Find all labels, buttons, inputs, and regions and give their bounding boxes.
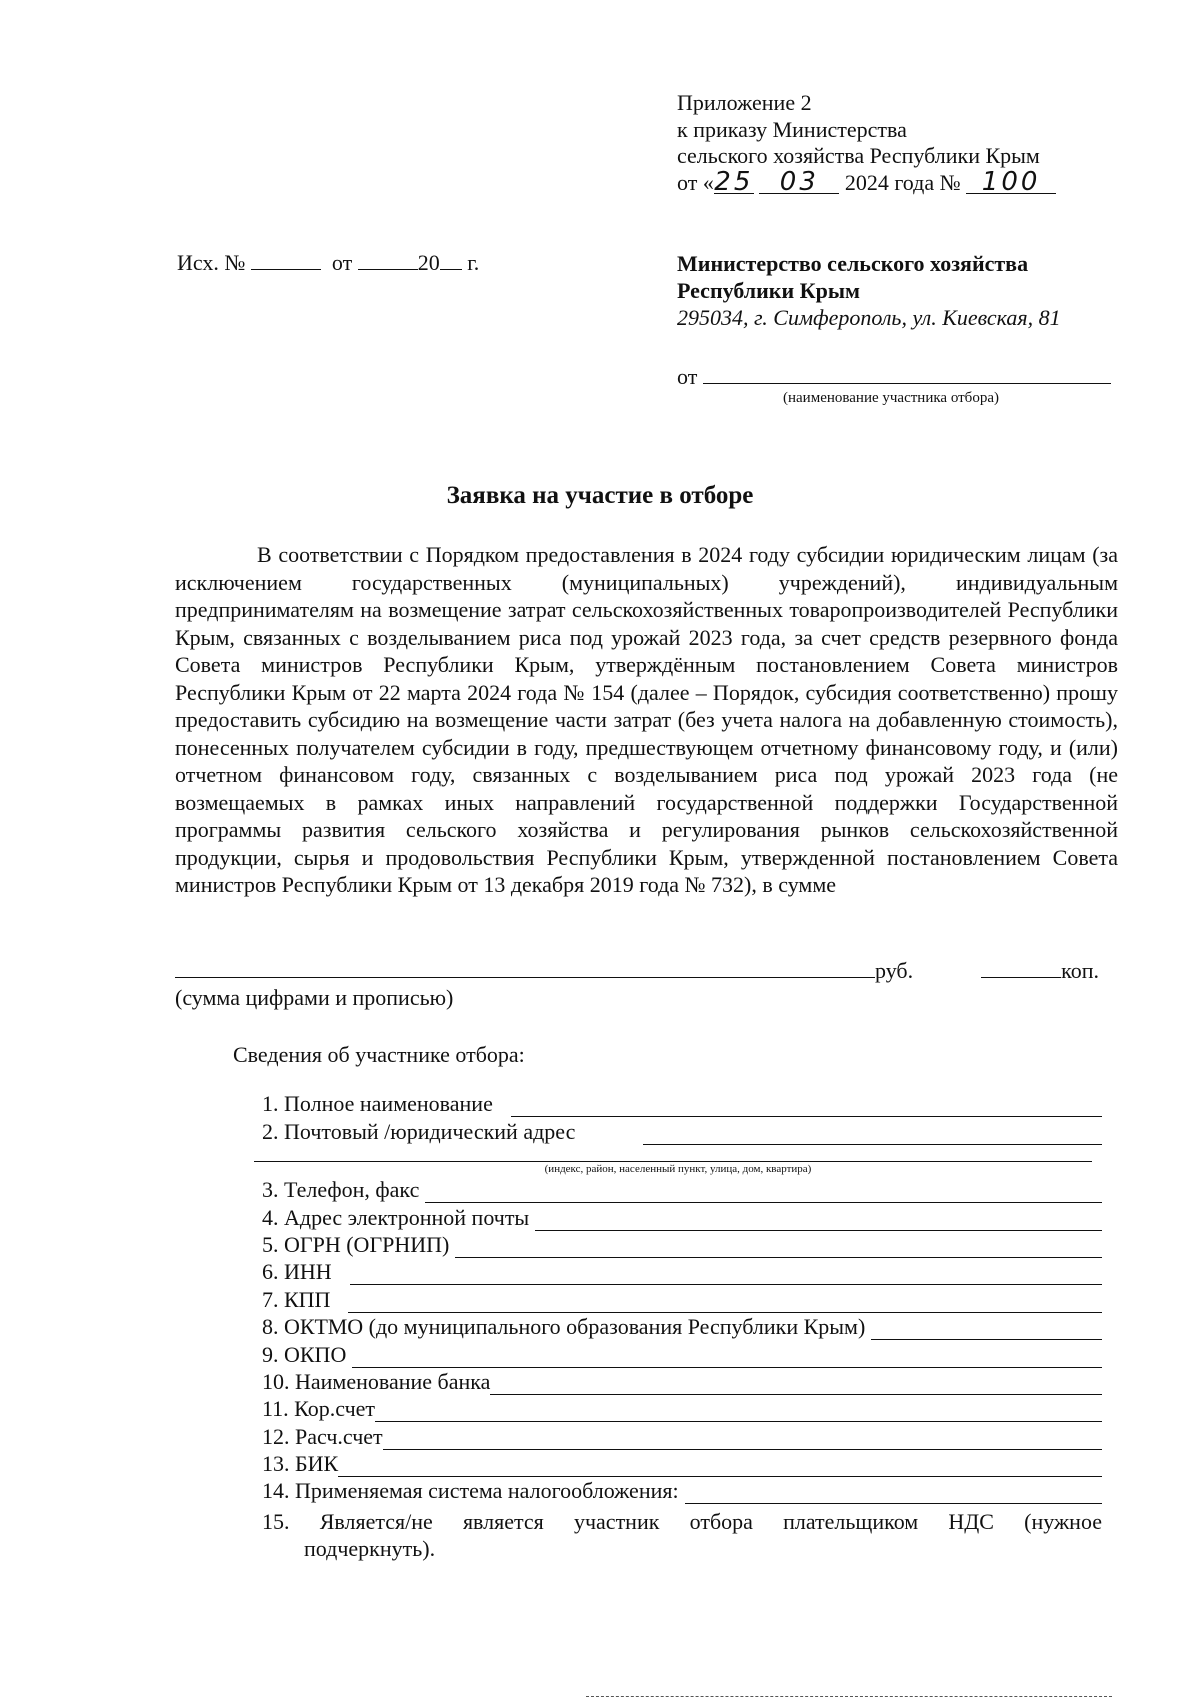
addressee-block <box>677 250 1061 331</box>
field-input-bank[interactable] <box>490 1374 1102 1395</box>
field-label-inn: 6. ИНН <box>262 1259 332 1285</box>
field-label-bank: 10. Наименование банка <box>262 1368 491 1394</box>
field-label-phone: 3. Телефон, факс <box>262 1177 420 1203</box>
from-caption: (наименование участника отбора) <box>783 390 999 406</box>
field-input-email[interactable] <box>535 1210 1102 1231</box>
field-vat-payer <box>262 1508 1102 1562</box>
outgoing-from-label: от <box>331 250 353 275</box>
field-row <box>262 1395 1102 1422</box>
field-label-full-name: 1. Полное наименование <box>262 1091 493 1117</box>
page-title: Заявка на участие в отборе <box>446 482 754 509</box>
field-input-tax-system[interactable] <box>685 1483 1102 1504</box>
field-row <box>262 1203 1102 1230</box>
field-row <box>262 1340 1102 1367</box>
addressee-line-1: Министерство сельского хозяйства <box>677 251 1029 276</box>
vat-payer-line-1: 15. Является/не является участник отбора плательщиком НДС (нужное <box>262 1509 1102 1535</box>
address-caption: (индекс, район, населенный пункт, улица, дом, квартира) <box>544 1162 812 1175</box>
outgoing-date-blank[interactable] <box>358 251 418 270</box>
page-bottom-line <box>586 1696 1112 1697</box>
field-input-kpp[interactable] <box>348 1292 1102 1313</box>
field-row <box>262 1450 1102 1477</box>
outgoing-label: Исх. № <box>177 250 246 275</box>
appendix-line-2: к приказу Министерства <box>677 116 907 142</box>
vat-payer-line-2: подчеркнуть). <box>304 1536 436 1562</box>
field-input-ogrn[interactable] <box>455 1237 1102 1258</box>
field-input-oktmo[interactable] <box>871 1319 1102 1340</box>
field-label-settlement-account: 12. Расч.счет <box>262 1423 383 1449</box>
field-label-address: 2. Почтовый /юридический адрес <box>262 1118 576 1144</box>
date-prefix: от « <box>677 169 714 195</box>
field-label-oktmo: 8. ОКТМО (до муниципального образования Республики Крым) <box>262 1314 866 1340</box>
section-title: Сведения об участнике отбора: <box>233 1042 525 1067</box>
participant-fields <box>262 1090 1102 1562</box>
sum-rub-label: руб. <box>875 958 914 983</box>
field-label-kpp: 7. КПП <box>262 1286 331 1312</box>
body-text: В соответствии с Порядком предоставления в 2024 году субсидии юридическим лицам (за исключением государственных (муниципальных) учреждений), индивидуальным предпринимателям на возмещение затрат сельскохозяйственных товаропроизводителей Республики Крым, связанных с возделыванием риса под урожай 2023 года, за счет средств резервного фонда Совета министров Республики Крым, утверждённым постановлением Совета министров Республики Крым от 22 марта 2024 года № 154 (далее – Порядок, субсидия соответственно) прошу предоставить субсидию на возмещение части затрат (без учета налога на добавленную стоимость), понесенных получателем субсидии в году, предшествующем отчетному финансовому году, и (или) отчетном финансовом году, связанных с возделыванием риса под урожай 2023 года (не возмещаемых в рамках иных направлений государственной поддержки Государственной программы развития сельского хозяйства и регулирования рынков сельскохозяйственной продукции, сырья и продовольствия Республики Крым, утвержденной постановлением Совета министров Республики Крым от 13 декабря 2019 года № 732), в сумме <box>175 542 1118 897</box>
field-input-settlement-account[interactable] <box>383 1429 1102 1450</box>
appendix-line-1: Приложение 2 <box>677 90 812 115</box>
appendix-block <box>677 90 1056 196</box>
field-row <box>262 1477 1102 1504</box>
sum-kop-blank[interactable] <box>981 955 1061 978</box>
field-row <box>262 1285 1102 1312</box>
field-input-address[interactable] <box>643 1124 1102 1145</box>
field-row <box>262 1231 1102 1258</box>
participant-name-blank[interactable] <box>703 363 1111 384</box>
field-input-bik[interactable] <box>338 1456 1102 1477</box>
sum-kop-label: коп. <box>1061 958 1099 983</box>
addressee-address: 295034, г. Симферополь, ул. Киевская, 81 <box>677 305 1061 330</box>
field-row <box>262 1176 1102 1203</box>
sum-rub-blank[interactable] <box>175 955 875 978</box>
field-input-address-line2[interactable] <box>254 1145 1092 1162</box>
sum-row <box>175 955 1118 984</box>
addressee-line-2: Республики Крым <box>677 278 861 303</box>
field-label-email: 4. Адрес электронной почты <box>262 1204 530 1230</box>
date-day-handwritten: 25 <box>714 166 754 197</box>
field-label-okpo: 9. ОКПО <box>262 1341 347 1367</box>
field-input-full-name[interactable] <box>511 1096 1102 1117</box>
from-row <box>677 363 1111 390</box>
outgoing-year-prefix: 20 <box>417 250 440 275</box>
field-row <box>262 1090 1102 1117</box>
field-row <box>262 1313 1102 1340</box>
body-paragraph <box>175 541 1118 899</box>
field-row <box>262 1117 1102 1144</box>
field-input-okpo[interactable] <box>352 1347 1102 1368</box>
field-row <box>262 1422 1102 1449</box>
field-row <box>262 1368 1102 1395</box>
field-input-inn[interactable] <box>350 1264 1102 1285</box>
date-year-text: 2024 года № <box>844 169 961 195</box>
order-number-handwritten: 100 <box>966 171 1056 194</box>
field-row <box>262 1258 1102 1285</box>
appendix-date-line <box>677 166 1056 197</box>
field-label-corr-account: 11. Кор.счет <box>262 1396 376 1422</box>
sum-caption: (сумма цифрами и прописью) <box>175 985 454 1010</box>
outgoing-year-suffix: г. <box>467 250 480 275</box>
appendix-line-3: сельского хозяйства Республики Крым <box>677 143 1040 168</box>
field-label-tax-system: 14. Применяемая система налогообложения: <box>262 1478 679 1504</box>
date-month-handwritten: 03 <box>759 171 839 194</box>
field-label-ogrn: 5. ОГРН (ОГРНИП) <box>262 1231 450 1257</box>
from-label: от <box>677 364 698 389</box>
outgoing-year-blank[interactable] <box>440 251 462 270</box>
outgoing-number-blank[interactable] <box>251 251 321 270</box>
field-label-bik: 13. БИК <box>262 1451 339 1477</box>
field-input-corr-account[interactable] <box>375 1401 1102 1422</box>
field-input-phone[interactable] <box>425 1182 1102 1203</box>
outgoing-number-row <box>177 250 479 276</box>
